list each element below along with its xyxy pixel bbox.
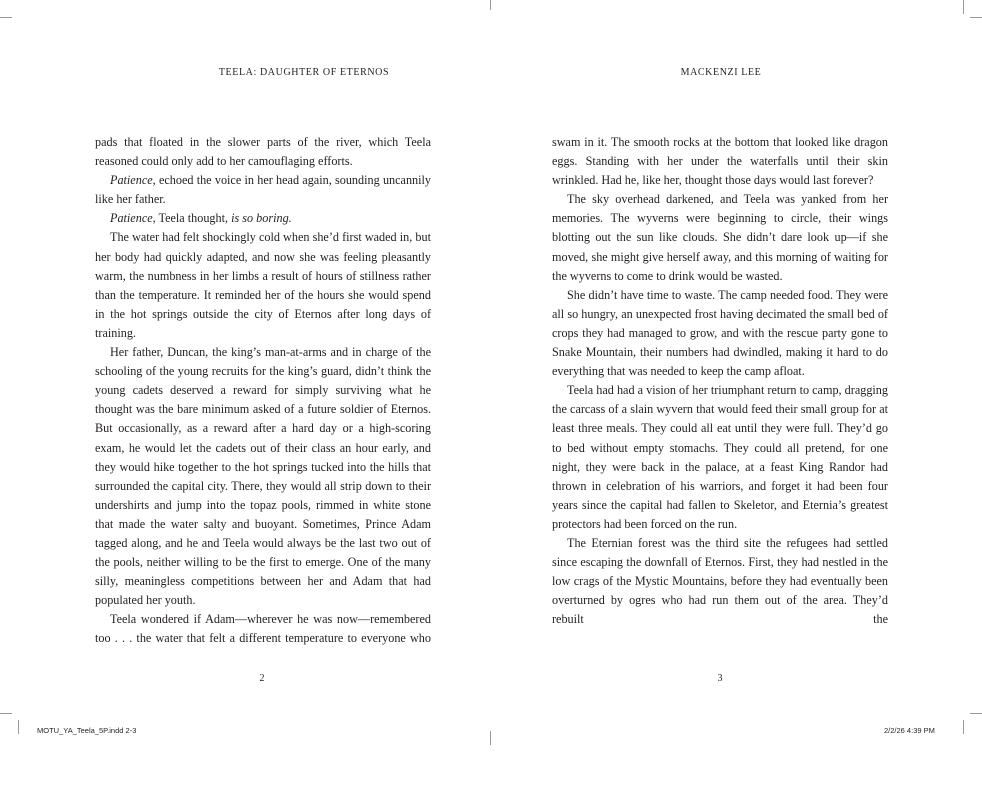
page-number-right: 3 <box>717 673 723 684</box>
paragraph <box>95 171 431 209</box>
paragraph-text: , echoed the voice in her head again, sounding uncannily like her father. <box>95 173 431 207</box>
paragraph: swam in it. The smooth rocks at the bottom that looked like dragon eggs. Standing with her under the waterfalls until their skin wrinkled. Had he, like her, thought those days would last forever? <box>552 135 888 188</box>
italic-text: is so boring. <box>231 211 292 226</box>
right-body-text <box>552 133 888 629</box>
paragraph: She didn’t have time to waste. The camp needed food. They were all so hungry, an unexpected frost having decimated the small bed of crops they had managed to grow, and with the rescue party gone to Snake Mountain, their numbers had dwindled, making it hard to do everything that was needed to keep the camp afloat. <box>552 287 888 379</box>
paragraph <box>95 209 431 228</box>
paragraph-text: , Teela thought, <box>152 211 232 226</box>
paragraph: pads that floated in the slower parts of the river, which Teela reasoned could only add to her camouflaging efforts. <box>95 135 431 169</box>
slug-datetime: 2/2/26 4:39 PM <box>884 726 935 735</box>
paragraph: Teela had had a vision of her triumphant return to camp, dragging the carcass of a slain wyvern that would feed their small group for at least three meals. They could all eat until they were full. They’d go to bed without empty stomachs. They could all pretend, for one night, they were back in the palace, at a feast King Randor had thrown in celebration of his warriors, and forget it had been four years since the capital had fallen to Skeletor, and Eternia’s greatest protectors had been forced on the run. <box>552 383 888 531</box>
paragraph: The water had felt shockingly cold when she’d first waded in, but her body had quickly adapted, and now she was feeling pleasantly warm, the numbness in her limbs a result of hours of stillness rather than the temperature. It reminded her of the hours she would spend in the hot springs outside the city of Eternos after long days of training. <box>95 230 431 340</box>
right-page <box>491 0 982 794</box>
slug-filename: MOTU_YA_Teela_5P.indd 2-3 <box>37 726 137 735</box>
paragraph: Teela wondered if Adam—wherever he was now—remembered too . . . the water that felt a different temperature to everyone who <box>95 612 431 646</box>
italic-text: Patience <box>110 211 153 226</box>
paragraph: The sky overhead darkened, and Teela was yanked from her memories. The wyverns were beginning to circle, their wings blotting out the sun like clouds. She didn’t dare look up—if she moved, she might give herself away, and this morning of waiting for the wyverns to come to drink would be wasted. <box>552 192 888 283</box>
paragraph: Her father, Duncan, the king’s man-at-arms and in charge of the schooling of the young recruits for the king’s guard, didn’t think the young cadets deserved a reward for simply surviving what he thought was the bare minimum asked of a future soldier of Eternos. But occasionally, as a reward after a hard day or a high-scoring exam, he would let the cadets out of their class an hour early, and they would hike together to the hot springs tucked into the hills that surrounded the capital city. There, they would all strip down to their undershirts and jump into the topaz pools, rimmed in white stone that made the water salty and buoyant. Sometimes, Prince Adam tagged along, and he and Teela would always be the last two out of the pools, neither willing to be the first to emerge. One of the many silly, meaningless competitions between her and Adam that had populated her youth. <box>95 345 431 608</box>
left-body-text <box>95 133 431 649</box>
left-running-head: TEELA: DAUGHTER OF ETERNOS <box>218 67 390 78</box>
right-running-head: MACKENZI LEE <box>680 67 762 78</box>
italic-text: Patience <box>110 173 153 188</box>
page-number-left: 2 <box>259 673 265 684</box>
paragraph: The Eternian forest was the third site the refugees had settled since escaping the downfall of Eternos. First, they had nestled in the low crags of the Mystic Mountains, before they had eventually been overturned by ogres who had run them out of the area. They’d rebuilt the <box>552 535 888 627</box>
